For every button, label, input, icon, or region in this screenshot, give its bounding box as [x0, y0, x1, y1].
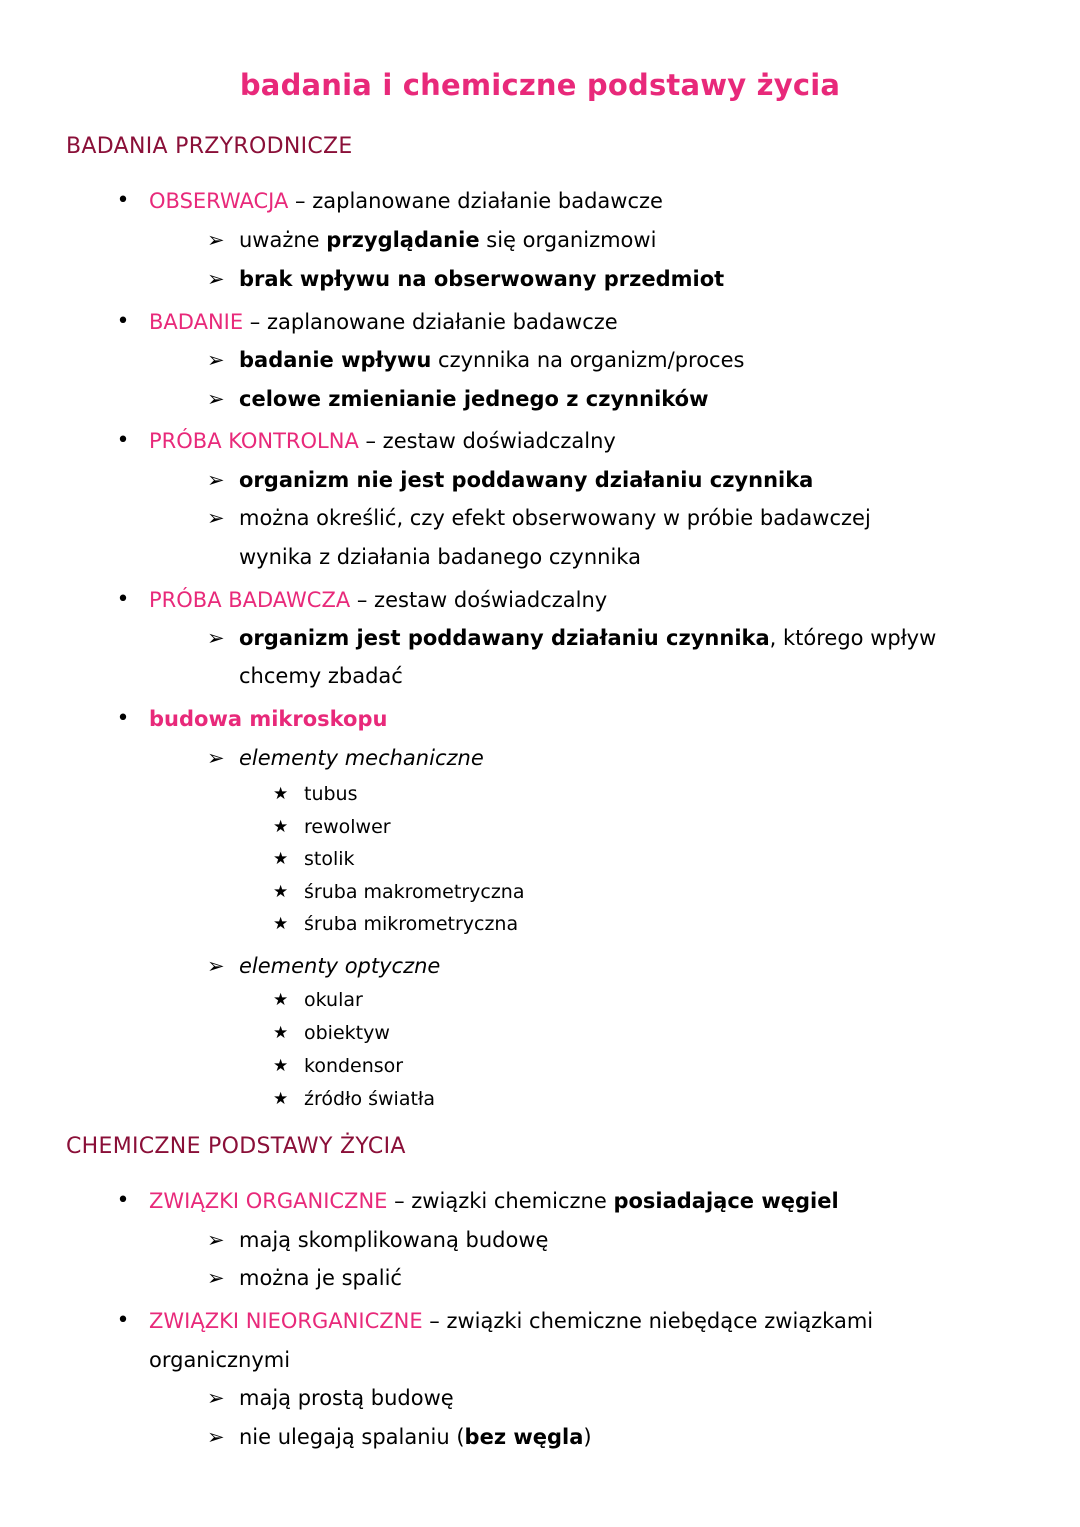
section-heading-chemiczne: CHEMICZNE PODSTAWY ŻYCIA	[66, 1134, 406, 1159]
text: śruba mikrometryczna	[304, 913, 519, 935]
definition: – zestaw doświadczalny	[350, 588, 608, 612]
star-icon: ★	[273, 784, 289, 804]
star-icon: ★	[273, 882, 289, 902]
star-icon: ★	[273, 1056, 289, 1076]
text: tubus	[304, 783, 358, 805]
definition-continuation: organicznymi	[149, 1348, 291, 1372]
text: stolik	[304, 848, 355, 870]
text: , którego wpływ	[769, 626, 937, 650]
star-item	[273, 844, 355, 874]
term: budowa mikroskopu	[149, 707, 388, 731]
list-item-proba-badawcza	[116, 585, 608, 615]
text: mają prostą budowę	[239, 1386, 454, 1410]
text: źródło światła	[304, 1088, 435, 1110]
star-icon: ★	[273, 914, 289, 934]
text: można je spalić	[239, 1266, 402, 1290]
sub-item	[207, 1422, 592, 1452]
bullet-icon: •	[116, 1188, 130, 1213]
term: ZWIĄZKI ORGANICZNE	[149, 1189, 388, 1213]
text: rewolwer	[304, 816, 391, 838]
star-icon: ★	[273, 1089, 289, 1109]
text: okular	[304, 989, 363, 1011]
arrow-icon: ➢	[207, 348, 225, 372]
sub-item-optyczne	[207, 951, 441, 981]
list-item-zwiazki-nieorganiczne	[116, 1306, 874, 1336]
star-item	[273, 812, 391, 842]
star-item	[273, 909, 519, 939]
bold-text: organizm jest poddawany działaniu czynnika	[239, 626, 770, 650]
sub-item	[207, 1383, 454, 1413]
bold-text: bez węgla	[464, 1425, 584, 1449]
definition: – zestaw doświadczalny	[358, 429, 616, 453]
star-item	[273, 1018, 390, 1048]
term: ZWIĄZKI NIEORGANICZNE	[149, 1309, 423, 1333]
definition: – zaplanowane działanie badawcze	[243, 310, 618, 334]
page-title: badania i chemiczne podstawy życia	[239, 68, 841, 102]
text: kondensor	[304, 1055, 404, 1077]
definition: – związki chemiczne	[387, 1189, 614, 1213]
star-icon: ★	[273, 990, 289, 1010]
list-item-zwiazki-organiczne	[116, 1186, 839, 1216]
sub-item	[207, 1263, 402, 1293]
arrow-icon: ➢	[207, 387, 225, 411]
arrow-icon: ➢	[207, 954, 225, 978]
text: mają skomplikowaną budowę	[239, 1228, 549, 1252]
star-item	[273, 779, 358, 809]
term: PRÓBA BADAWCZA	[149, 588, 351, 612]
star-item	[273, 1084, 435, 1114]
star-icon: ★	[273, 817, 289, 837]
text: śruba makrometryczna	[304, 881, 525, 903]
text: nie ulegają spalaniu (	[239, 1425, 465, 1449]
text: można określić, czy efekt obserwowany w próbie badawczej	[239, 506, 871, 530]
sub-item	[207, 465, 814, 495]
arrow-icon: ➢	[207, 746, 225, 770]
text: uważne	[239, 228, 327, 252]
bold-text: przyglądanie	[326, 228, 480, 252]
bullet-icon: •	[116, 706, 130, 731]
star-icon: ★	[273, 849, 289, 869]
term: PRÓBA KONTROLNA	[149, 429, 359, 453]
sub-item-mechaniczne	[207, 743, 484, 773]
arrow-icon: ➢	[207, 626, 225, 650]
text: czynnika na organizm/proces	[431, 348, 745, 372]
sub-item	[207, 503, 871, 533]
section-heading-badania: BADANIA PRZYRODNICZE	[66, 134, 353, 159]
definition: – związki chemiczne niebędące związkami	[422, 1309, 874, 1333]
sub-item	[207, 225, 657, 255]
text: elementy optyczne	[239, 954, 441, 978]
list-item-obserwacja	[116, 186, 663, 216]
bullet-icon: •	[116, 428, 130, 453]
text: obiektyw	[304, 1022, 390, 1044]
sub-item-continuation: chcemy zbadać	[239, 664, 403, 688]
arrow-icon: ➢	[207, 267, 225, 291]
bullet-icon: •	[116, 587, 130, 612]
term: OBSERWACJA	[149, 189, 289, 213]
star-item	[273, 1051, 404, 1081]
bullet-icon: •	[116, 188, 130, 213]
bullet-icon: •	[116, 309, 130, 334]
star-item	[273, 985, 363, 1015]
bold-text: posiadające węgiel	[613, 1189, 839, 1213]
arrow-icon: ➢	[207, 468, 225, 492]
sub-item	[207, 345, 745, 375]
bold-text: badanie wpływu	[239, 348, 432, 372]
list-item-proba-kontrolna	[116, 426, 616, 456]
sub-item	[207, 1225, 549, 1255]
list-item-badanie	[116, 307, 618, 337]
text: )	[583, 1425, 592, 1449]
sub-item	[207, 384, 709, 414]
arrow-icon: ➢	[207, 506, 225, 530]
arrow-icon: ➢	[207, 1386, 225, 1410]
star-icon: ★	[273, 1023, 289, 1043]
text: elementy mechaniczne	[239, 746, 484, 770]
sub-item	[207, 264, 725, 294]
sub-item	[207, 623, 937, 653]
bold-text: organizm nie jest poddawany działaniu czynnika	[239, 468, 814, 492]
star-item	[273, 877, 525, 907]
arrow-icon: ➢	[207, 1425, 225, 1449]
term: BADANIE	[149, 310, 244, 334]
definition: – zaplanowane działanie badawcze	[288, 189, 663, 213]
sub-item-continuation: wynika z działania badanego czynnika	[239, 545, 641, 569]
bold-text: celowe zmienianie jednego z czynników	[239, 387, 709, 411]
bullet-icon: •	[116, 1308, 130, 1333]
text: się organizmowi	[479, 228, 657, 252]
arrow-icon: ➢	[207, 1228, 225, 1252]
arrow-icon: ➢	[207, 228, 225, 252]
bold-text: brak wpływu na obserwowany przedmiot	[239, 267, 725, 291]
list-item-mikroskop	[116, 704, 388, 734]
arrow-icon: ➢	[207, 1266, 225, 1290]
